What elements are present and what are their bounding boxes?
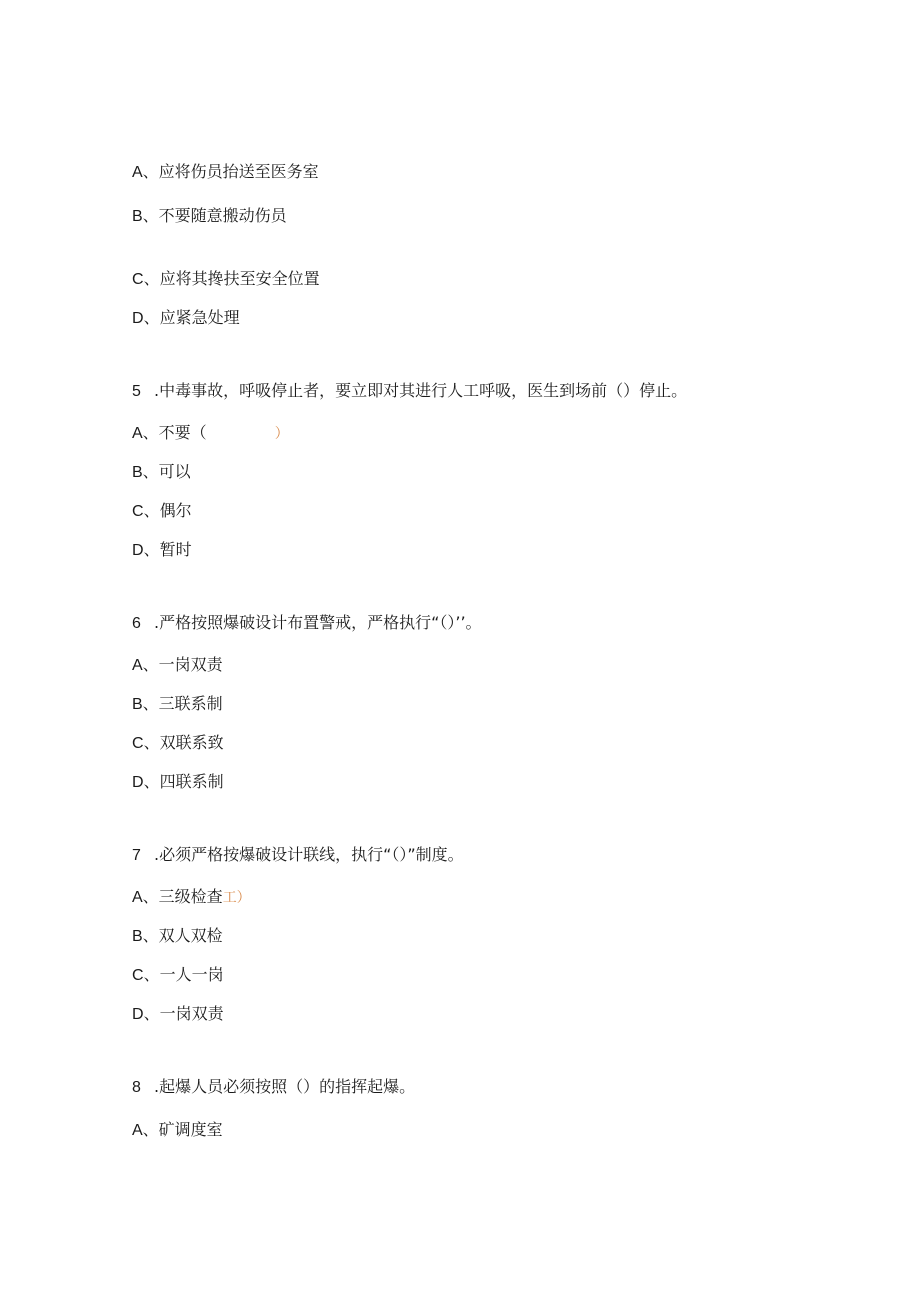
option-letter: A <box>132 657 143 674</box>
option-letter: B <box>132 464 143 481</box>
option-text: 、双联系致 <box>143 733 224 752</box>
question-number: 8 <box>132 1079 141 1096</box>
option-text: 、双人双检 <box>142 926 223 945</box>
option-text: 、不要随意搬动伤员 <box>142 206 287 225</box>
q7-option-d <box>132 1004 224 1025</box>
q6-option-b <box>132 694 223 715</box>
option-letter: C <box>132 967 144 984</box>
option-text: 、应紧急处理 <box>143 308 240 327</box>
q4-option-c <box>132 269 320 290</box>
option-text: 、偶尔 <box>143 501 192 520</box>
handwritten-mark: ） <box>274 426 289 442</box>
question-text: .中毒事故，呼吸停止者，要立即对其进行人工呼吸，医生到场前（）停止。 <box>154 381 688 400</box>
q6-option-a <box>132 655 223 676</box>
question-number: 6 <box>132 615 141 632</box>
q4-option-b <box>132 206 287 227</box>
handwritten-mark: 工） <box>222 890 251 906</box>
option-text: 、暂时 <box>143 540 192 559</box>
option-letter: D <box>132 310 144 327</box>
q5-option-a <box>132 423 289 444</box>
option-letter: C <box>132 735 144 752</box>
option-text: 、一岗双责 <box>142 655 223 674</box>
q8-stem <box>132 1077 415 1098</box>
question-text: .必须严格按爆破设计联线，执行“（）”制度。 <box>154 845 464 864</box>
option-text: 、一岗双责 <box>143 1004 224 1023</box>
option-text: 、应将伤员抬送至医务室 <box>142 162 319 181</box>
option-letter: D <box>132 774 144 791</box>
option-letter: A <box>132 425 143 442</box>
q5-option-d <box>132 540 192 561</box>
question-number: 5 <box>132 383 141 400</box>
q6-option-c <box>132 733 224 754</box>
option-letter: C <box>132 271 144 288</box>
option-text: 、不要（ <box>142 423 207 442</box>
question-text: .严格按照爆破设计布置警戒，严格执行“（）’’。 <box>154 613 482 632</box>
option-letter: A <box>132 164 143 181</box>
option-text: 、矿调度室 <box>142 1120 223 1139</box>
question-text: .起爆人员必须按照（）的指挥起爆。 <box>154 1077 416 1096</box>
q6-stem <box>132 613 482 634</box>
q5-option-b <box>132 462 191 483</box>
q7-option-c <box>132 965 224 986</box>
q7-stem <box>132 845 464 866</box>
option-text: 、可以 <box>142 462 191 481</box>
option-letter: D <box>132 542 144 559</box>
option-letter: B <box>132 208 143 225</box>
q7-option-a <box>132 887 251 908</box>
q4-option-a <box>132 162 319 183</box>
option-letter: B <box>132 928 143 945</box>
option-letter: C <box>132 503 144 520</box>
q7-option-b <box>132 926 223 947</box>
option-text: 、一人一岗 <box>143 965 224 984</box>
option-letter: A <box>132 889 143 906</box>
option-letter: B <box>132 696 143 713</box>
option-letter: D <box>132 1006 144 1023</box>
option-letter: A <box>132 1122 143 1139</box>
question-number: 7 <box>132 847 141 864</box>
option-text: 、四联系制 <box>143 772 224 791</box>
option-text: 、应将其搀扶至安全位置 <box>143 269 320 288</box>
q6-option-d <box>132 772 224 793</box>
q5-stem <box>132 381 687 402</box>
option-text: 、三联系制 <box>142 694 223 713</box>
q4-option-d <box>132 308 240 329</box>
q8-option-a <box>132 1120 223 1141</box>
q5-option-c <box>132 501 192 522</box>
option-text: 、三级检查 <box>142 887 223 906</box>
